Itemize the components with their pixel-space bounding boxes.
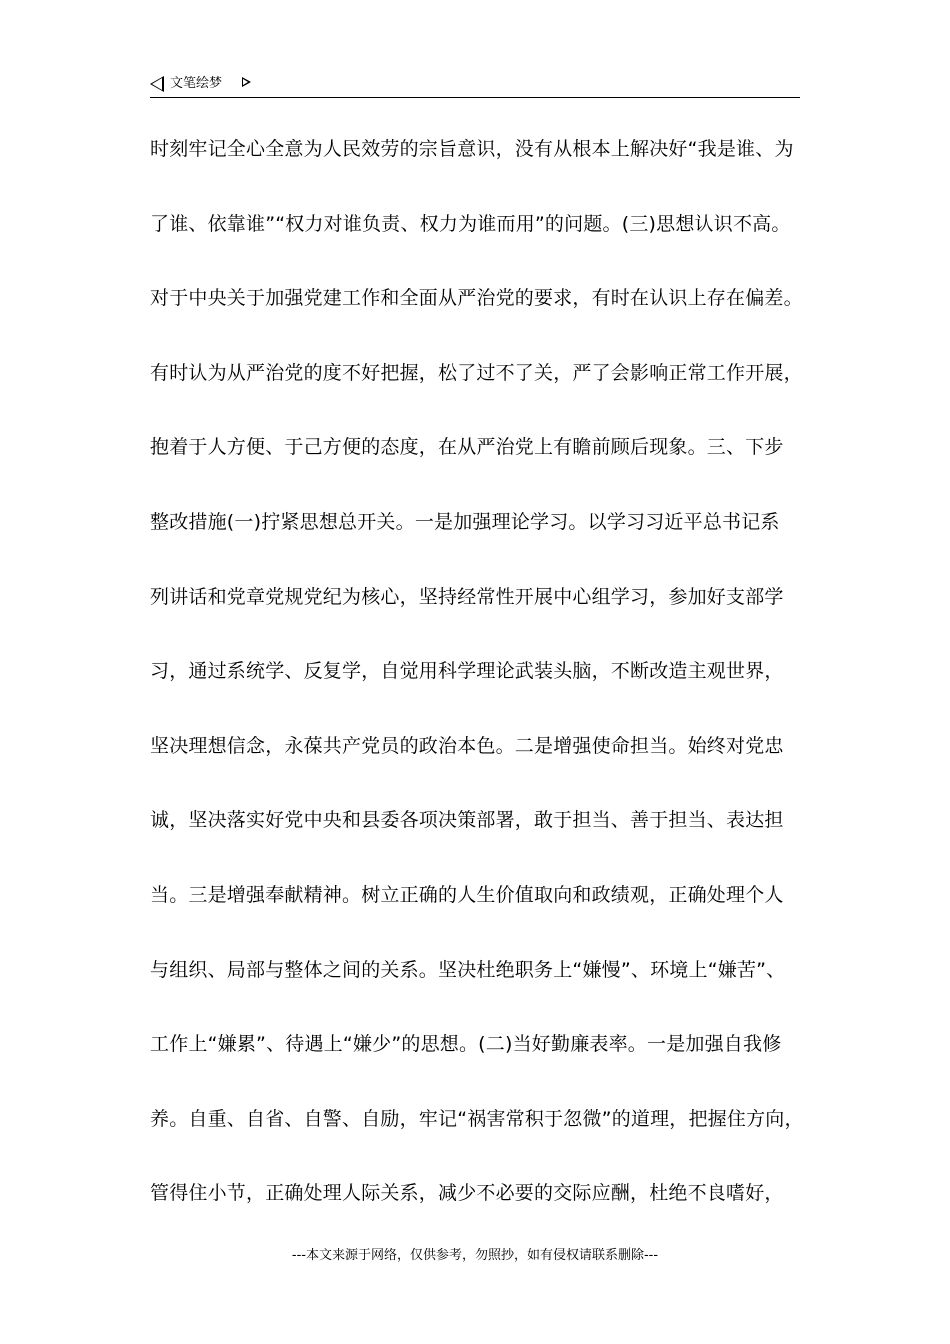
right-triangle-icon	[242, 77, 251, 87]
text-line: 有时认为从严治党的度不好把握，松了过不了关，严了会影响正常工作开展，	[150, 361, 803, 384]
page-header	[150, 74, 800, 98]
text-line: 习，通过系统学、反复学，自觉用科学理论武装头脑，不断改造主观世界，	[150, 660, 784, 683]
text-line: 整改措施(一)拧紧思想总开关。一是加强理论学习。以学习习近平总书记系	[150, 510, 780, 533]
header-title: 文笔绘梦	[170, 76, 223, 91]
text-line: 当。三是增强奉献精神。树立正确的人生价值取向和政绩观，正确处理个人	[150, 883, 784, 906]
text-line: 对于中央关于加强党建工作和全面从严治党的要求，有时在认识上存在偏差。	[150, 287, 803, 310]
document-body	[150, 130, 810, 1249]
text-line: 了谁、依靠谁”“权力对谁负责、权力为谁而用”的问题。(三)思想认识不高。	[150, 212, 791, 235]
left-triangle-icon	[150, 76, 164, 92]
text-line: 工作上“嫌累”、待遇上“嫌少”的思想。(二)当好勤廉表率。一是加强自我修	[150, 1033, 782, 1056]
text-line: 管得住小节，正确处理人际关系，减少不必要的交际应酬，杜绝不良嗜好，	[150, 1182, 784, 1205]
text-line: 养。自重、自省、自警、自励，牢记“祸害常积于忽微”的道理，把握住方向，	[150, 1107, 804, 1130]
text-line: 抱着于人方便、于己方便的态度，在从严治党上有瞻前顾后现象。三、下步	[150, 436, 784, 459]
text-line: 诚，坚决落实好党中央和县委各项决策部署，敢于担当、善于担当、表达担	[150, 809, 784, 832]
text-line: 列讲话和党章党规党纪为核心，坚持经常性开展中心组学习，参加好支部学	[150, 585, 784, 608]
footer-disclaimer: ---本文来源于网络，仅供参考，勿照抄，如有侵权请联系删除---	[291, 1248, 659, 1263]
text-line: 坚决理想信念，永葆共产党员的政治本色。二是增强使命担当。始终对党忠	[150, 734, 784, 757]
header-divider	[150, 97, 800, 98]
text-line: 时刻牢记全心全意为人民效劳的宗旨意识，没有从根本上解决好“我是谁、为	[150, 138, 794, 160]
text-line: 与组织、局部与整体之间的关系。坚决杜绝职务上“嫌慢”、环境上“嫌苦”、	[150, 958, 786, 981]
